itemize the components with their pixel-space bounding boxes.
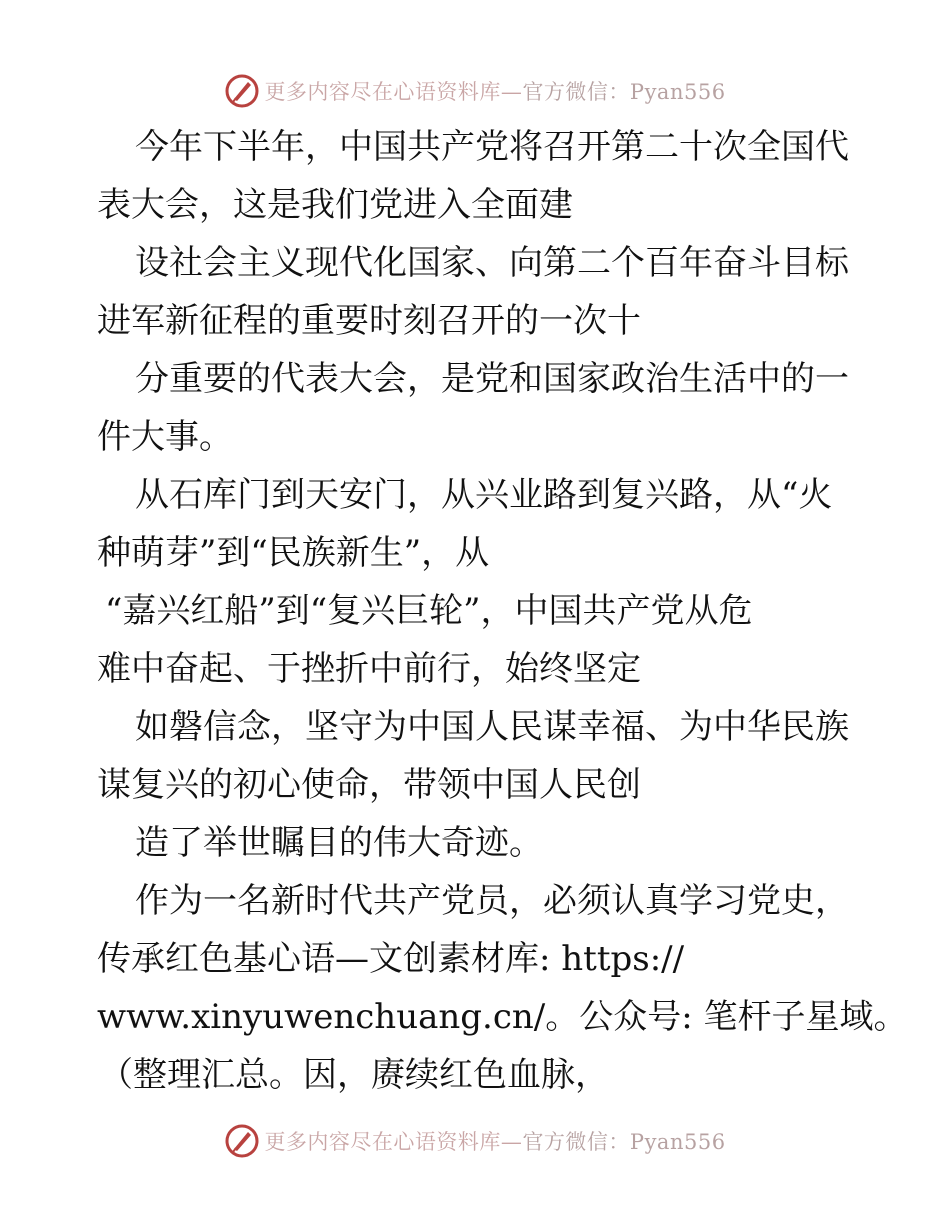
text-line: 今年下半年，中国共产党将召开第二十次全国代: [135, 127, 849, 167]
header-banner-wechat: 官方微信：Pyan556: [522, 80, 726, 104]
text-line: www.xinyuwenchuang.cn/。公众号: 笔杆子星域。: [97, 997, 908, 1037]
text-line: 件大事。: [97, 417, 233, 457]
text-line: 表大会，这是我们党进入全面建: [97, 185, 573, 225]
text-line: 从石库门到天安门，从兴业路到复兴路，从“火: [135, 475, 833, 515]
quill-logo-icon: [224, 73, 260, 109]
footer-banner: [0, 1121, 950, 1161]
footer-banner-text: [264, 1126, 725, 1156]
document-body: [97, 118, 908, 1104]
header-banner-main: 更多内容尽在心语资料库—: [264, 80, 523, 104]
text-line: 设社会主义现代化国家、向第二个百年奋斗目标: [135, 243, 849, 283]
header-banner: [0, 71, 950, 111]
quill-logo-icon: [224, 1123, 260, 1159]
text-line: 谋复兴的初心使命，带领中国人民创: [97, 765, 641, 805]
text-line: 传承红色基心语—文创素材库: https://: [97, 939, 685, 979]
text-line: 进军新征程的重要时刻召开的一次十: [97, 301, 641, 341]
text-line: （整理汇总。因，赓续红色血脉，: [99, 1055, 609, 1095]
text-line: 难中奋起、于挫折中前行，始终坚定: [97, 649, 641, 689]
header-banner-text: [264, 76, 725, 106]
text-line: 作为一名新时代共产党员，必须认真学习党史，: [135, 881, 849, 921]
footer-banner-main: 更多内容尽在心语资料库—: [264, 1130, 523, 1154]
text-line: 种萌芽”到“民族新生”，从: [97, 533, 490, 573]
footer-banner-wechat: 官方微信：Pyan556: [522, 1130, 726, 1154]
text-line: 造了举世瞩目的伟大奇迹。: [135, 823, 543, 863]
text-line: “嘉兴红船”到“复兴巨轮”，中国共产党从危: [105, 591, 753, 631]
text-line: 如磐信念，坚守为中国人民谋幸福、为中华民族: [135, 707, 849, 747]
text-line: 分重要的代表大会，是党和国家政治生活中的一: [135, 359, 849, 399]
